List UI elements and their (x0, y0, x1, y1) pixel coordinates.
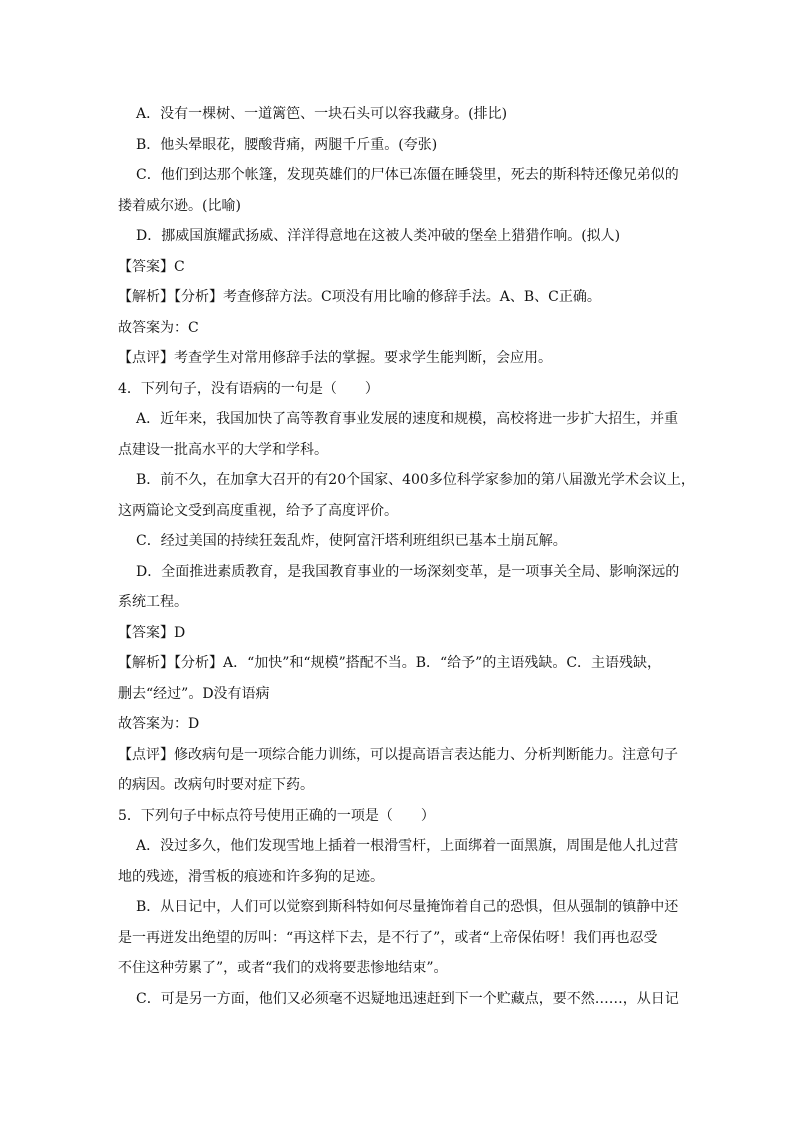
text-line: 地的残迹，滑雪板的痕迹和许多狗的足迹。 (118, 868, 384, 885)
text-line: A．没过多久，他们发现雪地上插着一根滑雪杆，上面绑着一面黑旗，周围是他人扎过营 (136, 838, 679, 854)
text-line: 是一再迸发出绝望的厉叫：“再这样下去，是不行了”，或者“上帝保佑呀！我们再也忍受 (118, 929, 658, 946)
text-line: D．挪威国旗耀武扬威、洋洋得意地在这被人类冲破的堡垒上猎猎作响。(拟人) (136, 228, 621, 244)
text-line: 故答案为：C (118, 319, 199, 336)
text-line: 搂着威尔逊。(比喻) (118, 197, 241, 214)
text-line: 的病因。改病句时要对症下药。 (118, 777, 314, 793)
text-line: B．他头晕眼花，腰酸背痛，两腿千斤重。(夸张) (136, 136, 438, 153)
text-line: 【点评】考查学生对常用修辞手法的掌握。要求学生能判断，会应用。 (118, 350, 552, 366)
text-line: A．没有一棵树、一道篱笆、一块石头可以容我藏身。(排比) (136, 106, 508, 122)
text-line: 删去“经过”。D没有语病 (118, 685, 270, 702)
text-line: B．从日记中，人们可以觉察到斯科特如何尽量掩饰着自己的恐惧，但从强制的镇静中还 (136, 899, 679, 915)
text-line: 5．下列句子中标点符号使用正确的一项是（ ） (118, 807, 435, 824)
text-line: C．可是另一方面，他们又必须毫不迟疑地迅速赶到下一个贮藏点，要不然……，从日记 (136, 990, 679, 1007)
text-line: 【答案】D (118, 624, 186, 641)
text-line: 故答案为：D (118, 716, 200, 732)
text-line: A．近年来，我国加快了高等教育事业发展的速度和规模，高校将进一步扩大招生，并重 (136, 411, 679, 427)
text-line: D．全面推进素质教育，是我国教育事业的一场深刻变革，是一项事关全局、影响深远的 (136, 563, 680, 580)
text-line: 4．下列句子，没有语病的一句是（ ） (118, 380, 379, 397)
text-line: B．前不久，在加拿大召开的有20个国家、400多位科学家参加的第八届激光学术会议上， (136, 472, 695, 488)
text-line: 点建设一批高水平的大学和学科。 (118, 441, 328, 458)
text-line: C．经过美国的持续狂轰乱炸，使阿富汗塔利班组织已基本土崩瓦解。 (136, 533, 567, 549)
text-line: 这两篇论文受到高度重视，给予了高度评价。 (118, 502, 398, 519)
text-line: 不住这种劳累了”，或者“我们的戏将要悲惨地结束”。 (118, 960, 448, 976)
text-line: 系统工程。 (118, 594, 188, 610)
text-line: 【点评】修改病句是一项综合能力训练，可以提高语言表达能力、分析判断能力。注意句子 (118, 746, 678, 763)
document-body (118, 99, 695, 1014)
text-line: 【解析】【分析】A．“加快”和“规模”搭配不当。B．“给予”的主语残缺。C．主语残缺， (118, 655, 662, 671)
text-line: C．他们到达那个帐篷，发现英雄们的尸体已冻僵在睡袋里，死去的斯科特还像兄弟似的 (136, 167, 679, 183)
text-line: 【答案】C (118, 258, 185, 275)
text-line: 【解析】【分析】考查修辞方法。C项没有用比喻的修辞手法。A、B、C正确。 (118, 289, 601, 305)
